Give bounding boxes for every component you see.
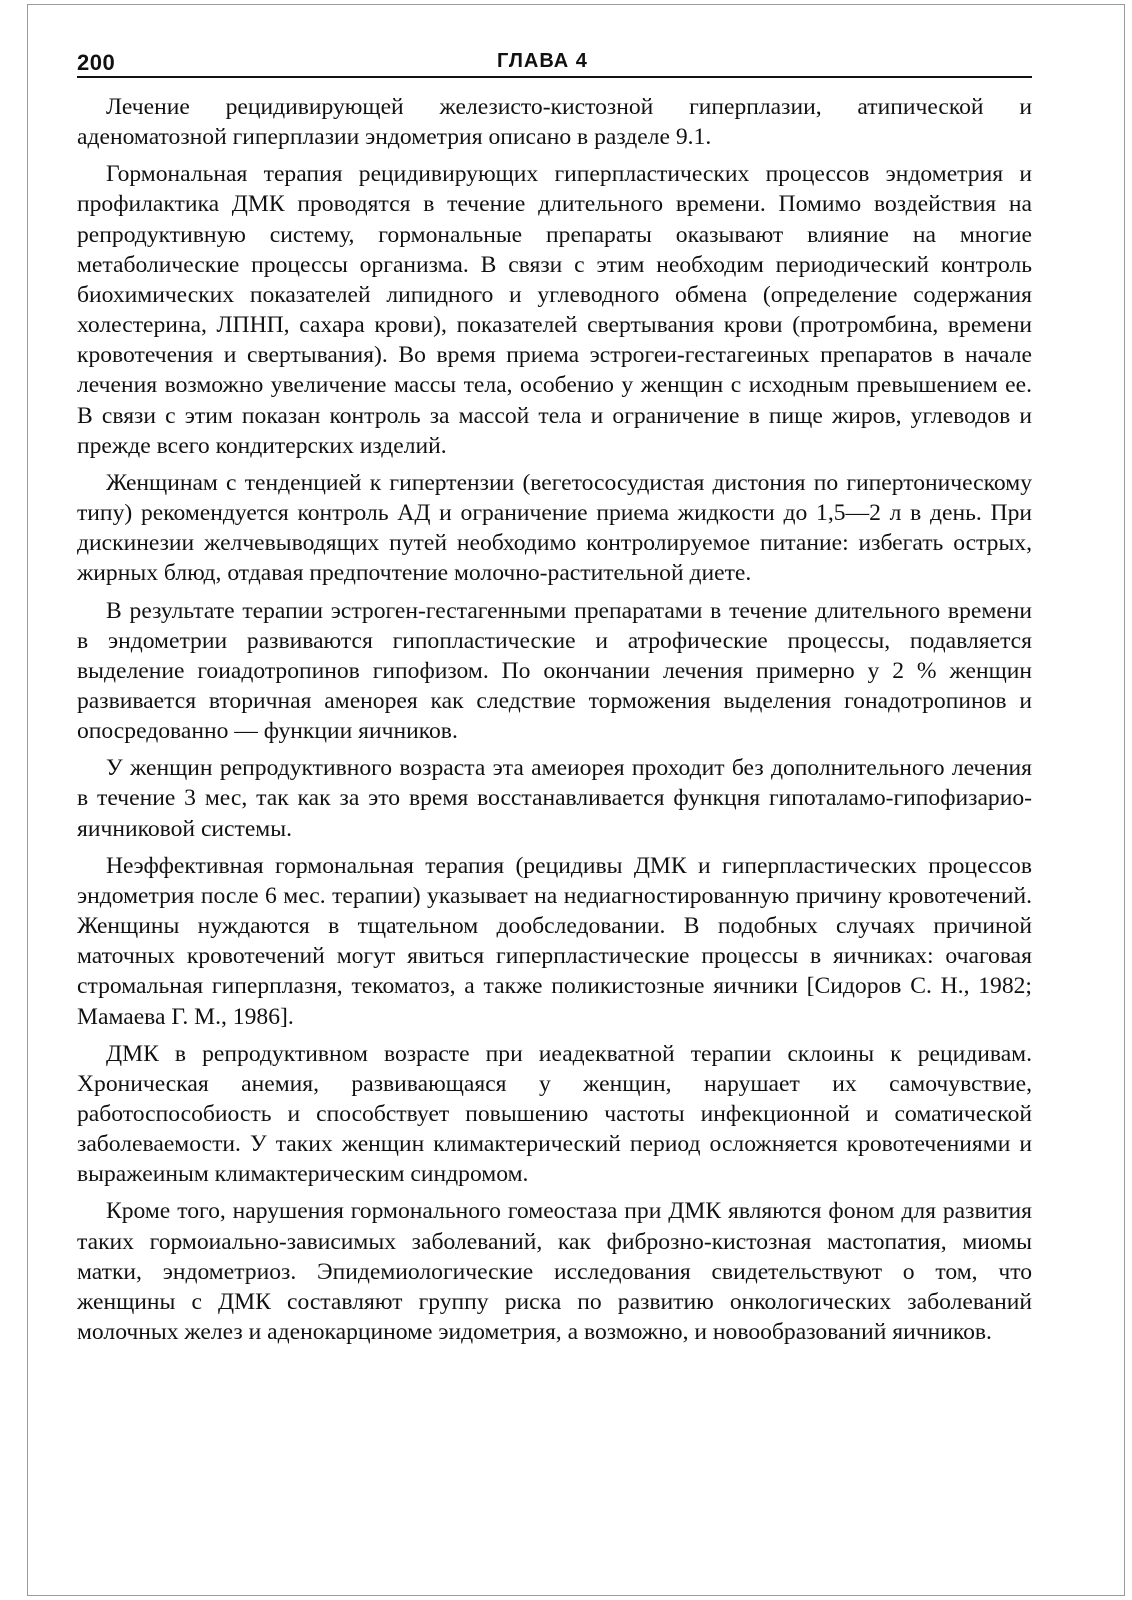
running-head xyxy=(77,48,1032,78)
chapter-title: ГЛАВА 4 xyxy=(497,50,588,72)
text-body xyxy=(77,92,1032,1354)
paragraph: Неэффективная гормональная терапия (рецидивы ДМК и гиперпластических процессов эндометрия после 6 мес. терапии) указывает на недиагностированную причину кровотечений. Женщины нуждаются в тщательном дообследовании. В подобных случаях причиной маточных кровотечений могут явиться гиперпластические процессы в яичниках: очаговая стромальная гиперплазня, текоматоз, а также поликистозные яичники [Сидоров С. Н., 1982; Мамаева Г. М., 1986]. xyxy=(77,852,1032,1030)
paragraph: У женщин репродуктивного возраста эта амеиорея проходит без дополнительного лечения в течение 3 мес, так как за это время восстанавливается функцня гипоталамо-гипофизарио-яичниковой системы. xyxy=(77,755,1032,842)
paragraph: Кроме того, нарушения гормонального гомеостаза при ДМК являются фоном для развития таких гормоиально-зависимых заболеваний, как фиброзно-кистозная мастопатия, миомы матки, эндометриоз. Эпидемиологические исследования свидетельствуют о том, что женщины с ДМК составляют группу риска по развитию онкологических заболеваний молочных желез и аденокарциноме эидометрия, а возможно, и новообразований яичников. xyxy=(77,1198,1032,1346)
paragraph: В результате терапии эстроген-гестагенными препаратами в течение длительного времени в эндометрии развиваются гипопластические и атрофические процессы, подавляется выделение гоиадотропинов гипофизом. По окончании лечения примерно у 2 % женщин развивается вторичная аменорея как следствие торможения выделения гонадотропинов и опосредованно — функции яичников. xyxy=(77,597,1032,745)
paragraph: Женщинам с тенденцией к гипертензии (вегетососудистая дистония по гипертоническому типу) рекомендуется контроль АД и ограничение приема жидкости до 1,5—2 л в день. При дискинезии желчевыводящих путей необходимо контролируемое питание: избегать острых, жирных блюд, отдавая предпочтение молочно-растительной диете. xyxy=(77,469,1032,587)
paragraph: ДМК в репродуктивном возрасте при иеадекватной терапии склоины к рецидивам. Хроническая анемия, развивающаяся у женщин, нарушает их самочувствие, работоспособиость и способствует повышению частоты инфекционной и соматической заболеваемости. У таких женщин климактерический период осложняется кровотечениями и выражеиным климактерическим синдромом. xyxy=(77,1040,1032,1188)
page-number: 200 xyxy=(77,50,116,75)
paragraph: Гормональная терапия рецидивирующих гиперпластических процессов эндометрия и профилактика ДМК проводятся в течение длительного времени. Помимо воздействия на репродуктивную систему, гормональные препараты оказывают влияние на многие метаболические процессы организма. В связи с этим необходим периодический контроль биохимических показателей липидного и углеводного обмена (определение содержания холестерина, ЛПНП, сахара крови), показателей свертывания крови (протромбина, времени кровотечения и свертывания). Во время приема эстрогеи-гестагеиных препаратов в начале лечения возможно увеличение массы тела, особенио у женщин с исходным превышением ее. В связи с этим показан контроль за массой тела и ограничение в пище жиров, углеводов и прежде всего кондитерских изделий. xyxy=(77,161,1032,459)
paragraph: Лечение рецидивирующей железисто-кистозной гиперплазии, атипической и аденоматозной гиперплазии эндометрия описано в разделе 9.1. xyxy=(77,94,1032,151)
